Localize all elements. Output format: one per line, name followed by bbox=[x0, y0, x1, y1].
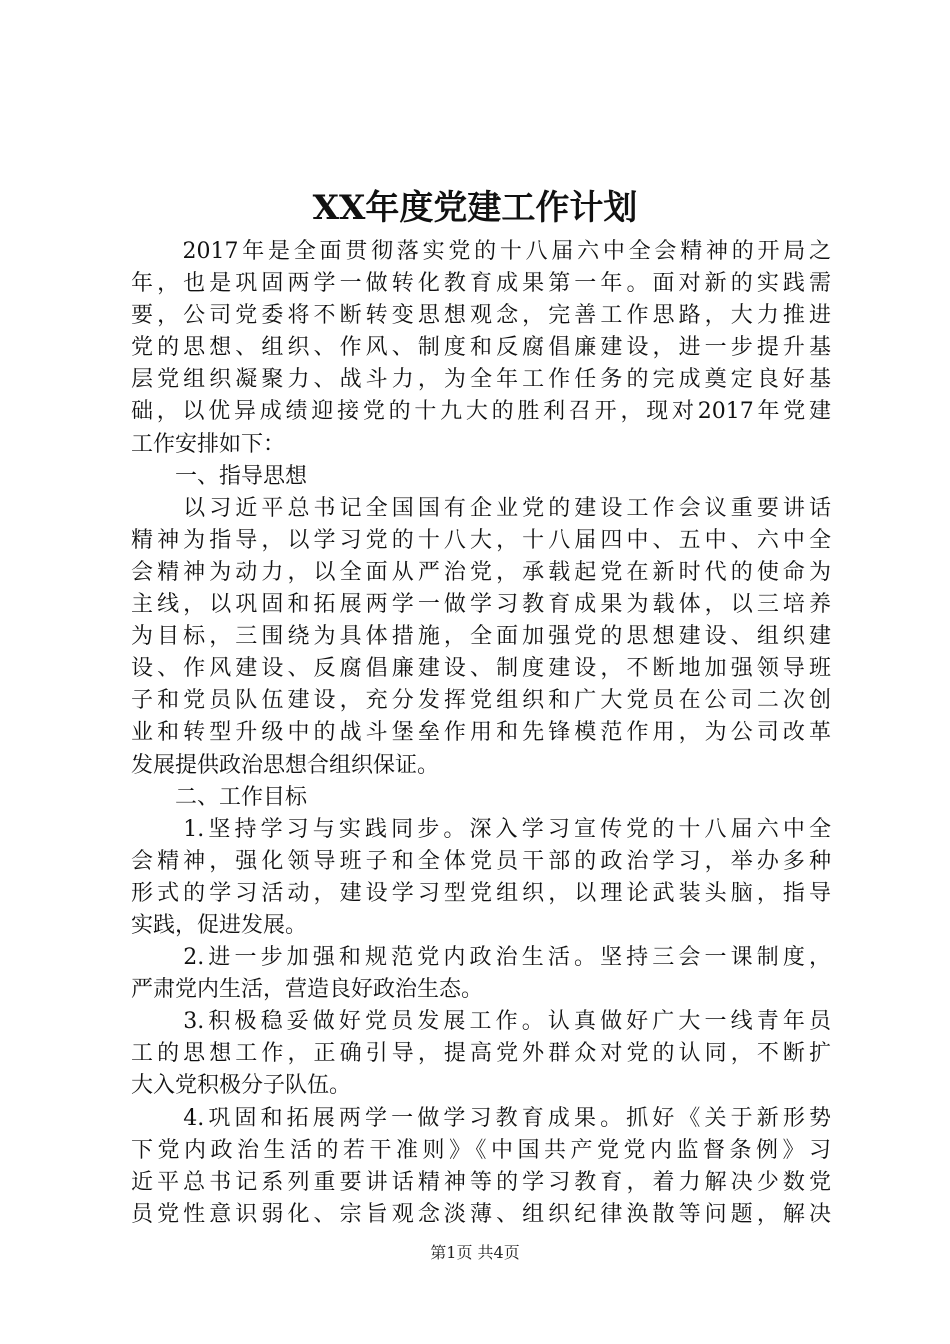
text-line: 工作安排如下： bbox=[131, 431, 286, 457]
text-line: 实践，促进发展。 bbox=[131, 912, 308, 938]
text-line: 设、作风建设、反腐倡廉建设、制度建设，不断地加强领导班 bbox=[131, 656, 831, 682]
text-line: 大入党积极分子队伍。 bbox=[131, 1073, 352, 1099]
document-title: XX年度党建工作计划 bbox=[312, 188, 638, 228]
text-line: 近平总书记系列重要讲话精神等的学习教育，着力解决少数党 bbox=[131, 1169, 831, 1195]
text-line: 会精神为动力，以全面从严治党，承载起党在新时代的使命为 bbox=[131, 559, 831, 585]
text-line: 业和转型升级中的战斗堡垒作用和先锋模范作用，为公司改革 bbox=[131, 720, 831, 746]
text-line: 2017年是全面贯彻落实党的十八届六中全会精神的开局之 bbox=[131, 239, 831, 264]
text-line: 3.积极稳妥做好党员发展工作。认真做好广大一线青年员 bbox=[131, 1009, 831, 1035]
text-line: 础，以优异成绩迎接党的十九大的胜利召开，现对2017年党建 bbox=[131, 399, 831, 425]
text-line: 为目标，三围绕为具体措施，全面加强党的思想建设、组织建 bbox=[131, 624, 831, 650]
document-body bbox=[131, 236, 831, 1231]
text-line: 主线，以巩固和拓展两学一做学习教育成果为载体，以三培养 bbox=[131, 592, 831, 618]
text-line: 严肃党内生活，营造良好政治生态。 bbox=[131, 977, 484, 1003]
text-line: 党的思想、组织、作风、制度和反腐倡廉建设，进一步提升基 bbox=[131, 335, 831, 361]
text-line: 4.巩固和拓展两学一做学习教育成果。抓好《关于新形势 bbox=[131, 1105, 831, 1131]
text-line: 精神为指导，以学习党的十八大，十八届四中、五中、六中全 bbox=[131, 527, 831, 553]
text-line: 以习近平总书记全国国有企业党的建设工作会议重要讲话 bbox=[131, 495, 831, 521]
text-line: 2.进一步加强和规范党内政治生活。坚持三会一课制度， bbox=[131, 945, 831, 971]
text-line: 发展提供政治思想合组织保证。 bbox=[131, 752, 440, 778]
text-line: 员党性意识弱化、宗旨观念淡薄、组织纪律涣散等问题，解决 bbox=[131, 1201, 831, 1227]
text-line: 层党组织凝聚力、战斗力，为全年工作任务的完成奠定良好基 bbox=[131, 367, 831, 393]
text-line: 1.坚持学习与实践同步。深入学习宣传党的十八届六中全 bbox=[131, 816, 831, 842]
text-line: 一、指导思想 bbox=[131, 463, 308, 489]
text-line: 二、工作目标 bbox=[131, 784, 308, 810]
text-line: 工的思想工作，正确引导，提高党外群众对党的认同，不断扩 bbox=[131, 1041, 831, 1067]
text-line: 年，也是巩固两学一做转化教育成果第一年。面对新的实践需 bbox=[131, 271, 831, 297]
text-line: 子和党员队伍建设，充分发挥党组织和广大党员在公司二次创 bbox=[131, 688, 831, 714]
text-line: 会精神，强化领导班子和全体党员干部的政治学习，举办多种 bbox=[131, 848, 831, 874]
page-footer: 第1页 共4页 bbox=[430, 1243, 520, 1262]
text-line: 下党内政治生活的若干准则》《中国共产党党内监督条例》习 bbox=[131, 1137, 831, 1163]
text-line: 要，公司党委将不断转变思想观念，完善工作思路，大力推进 bbox=[131, 303, 831, 329]
text-line: 形式的学习活动，建设学习型党组织，以理论武装头脑，指导 bbox=[131, 880, 831, 906]
